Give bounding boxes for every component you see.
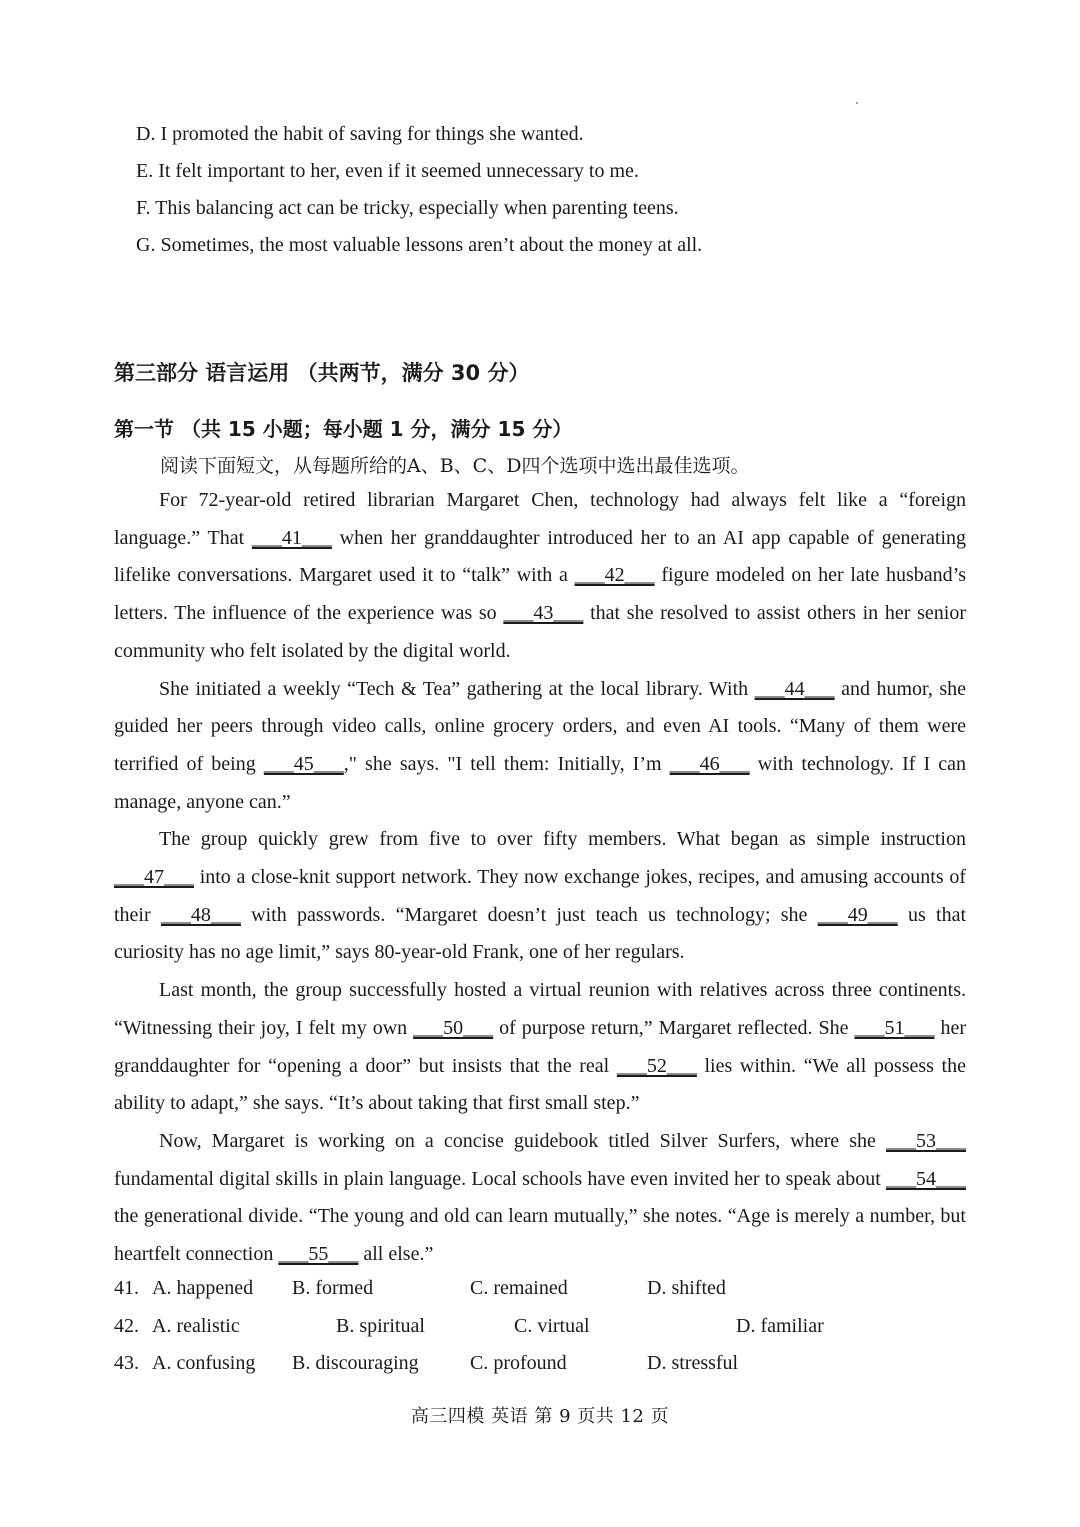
choice-c: C. remained bbox=[470, 1277, 568, 1299]
blank-49: ___49___ bbox=[817, 903, 898, 926]
passage-text: figure modeled on her late husband’s letters. The influence of the experience was so bbox=[114, 564, 966, 625]
passage-text: her granddaughter for “opening a door” but insists that the real bbox=[114, 1016, 966, 1077]
paragraph-5 bbox=[114, 1123, 966, 1274]
blank-52: ___52___ bbox=[616, 1054, 697, 1077]
question-options bbox=[114, 1270, 974, 1383]
passage-text: all else.” bbox=[358, 1243, 434, 1266]
passage-text: with technology. If I can manage, anyone can.” bbox=[114, 752, 966, 813]
choice-d: D. stressful bbox=[647, 1352, 739, 1375]
instruction: 阅读下面短文，从每题所给的A、B、C、D四个选项中选出最佳选项。 bbox=[160, 455, 750, 477]
blank-51: ___51___ bbox=[854, 1016, 935, 1039]
passage-text: Now, Margaret is working on a concise guidebook titled Silver Surfers, where she bbox=[159, 1129, 886, 1152]
section-title: 第一节 （共 15 小题；每小题 1 分，满分 15 分） bbox=[114, 417, 573, 441]
option-g: G. Sometimes, the most valuable lessons aren’t about the money at all. bbox=[136, 234, 703, 256]
choice-c: C. profound bbox=[470, 1352, 567, 1375]
blank-41: ___41___ bbox=[251, 526, 332, 549]
passage-text: us that curiosity has no age limit,” says 80-year-old Frank, one of her regulars. bbox=[114, 903, 966, 964]
option-f: F. This balancing act can be tricky, especially when parenting teens. bbox=[136, 197, 679, 219]
choice-d: D. shifted bbox=[647, 1277, 726, 1299]
choice-c: C. virtual bbox=[514, 1314, 590, 1337]
passage-text: with passwords. “Margaret doesn’t just teach us technology; she bbox=[240, 903, 818, 926]
choice-b: B. formed bbox=[292, 1277, 374, 1299]
blank-42: ___42___ bbox=[574, 564, 655, 587]
choice-a: A. realistic bbox=[152, 1314, 240, 1337]
paragraph-1 bbox=[114, 482, 966, 671]
question-number: 43. bbox=[114, 1352, 139, 1375]
passage-text: and humor, she guided her peers through video calls, online grocery orders, and even AI tools. “Many of them were terrified of being bbox=[114, 677, 967, 775]
blank-54: ___54___ bbox=[886, 1167, 966, 1190]
passage-text: that she resolved to assist others in her senior community who felt isolated by the digital world. bbox=[114, 602, 966, 662]
blank-50: ___50___ bbox=[413, 1016, 494, 1039]
passage-text: lies within. “We all possess the ability to adapt,” she says. “It’s about taking that first small step.” bbox=[114, 1054, 966, 1115]
passage-text: into a close-knit support network. They now exchange jokes, recipes, and amusing accounts of their bbox=[114, 866, 966, 926]
option-e: E. It felt important to her, even if it seemed unnecessary to me. bbox=[136, 160, 639, 182]
blank-55: ___55___ bbox=[278, 1243, 359, 1266]
choice-a: A. happened bbox=[152, 1277, 254, 1299]
passage-text: when her granddaughter introduced her to an AI app capable of generating lifelike conversations. Margaret used it to “talk” with a bbox=[114, 526, 967, 587]
passage-text: She initiated a weekly “Tech & Tea” gathering at the local library. With bbox=[159, 677, 755, 700]
choice-d: D. familiar bbox=[736, 1314, 824, 1337]
passage-text: fundamental digital skills in plain language. Local schools have even invited her to speak about bbox=[114, 1167, 886, 1190]
cloze-passage bbox=[114, 482, 966, 1274]
passage-text: For 72-year-old retired librarian Margaret Chen, technology had always felt like a “foreign language.” That bbox=[114, 489, 966, 549]
blank-44: ___44___ bbox=[754, 677, 835, 700]
passage-text: Last month, the group successfully hosted a virtual reunion with relatives across three continents. “Witnessing their joy, I felt my own bbox=[114, 979, 966, 1039]
choice-b: B. spiritual bbox=[336, 1314, 425, 1337]
passage-text: of purpose return,” Margaret reflected. She bbox=[493, 1016, 855, 1039]
question-42 bbox=[114, 1308, 974, 1346]
part-title: 第三部分 语言运用 （共两节，满分 30 分） bbox=[114, 361, 530, 385]
question-number: 42. bbox=[114, 1314, 139, 1337]
passage-text: ," she says. "I tell them: Initially, I’m bbox=[343, 752, 670, 775]
blank-45: ___45___ bbox=[263, 752, 344, 775]
scan-speck bbox=[856, 102, 858, 104]
blank-48: ___48___ bbox=[160, 903, 241, 926]
paragraph-3 bbox=[114, 821, 966, 972]
choice-b: B. discouraging bbox=[292, 1352, 419, 1375]
passage-text: the generational divide. “The young and old can learn mutually,” she notes. “Age is merely a number, but heartfelt connection bbox=[114, 1205, 966, 1266]
blank-53: ___53___ bbox=[886, 1129, 966, 1152]
question-41 bbox=[114, 1270, 974, 1308]
blank-46: ___46___ bbox=[669, 752, 750, 775]
question-number: 41. bbox=[114, 1277, 139, 1299]
page-footer: 高三四模 英语 第 9 页共 12 页 bbox=[410, 1406, 670, 1427]
previous-section-options bbox=[136, 116, 996, 264]
question-43 bbox=[114, 1345, 974, 1383]
blank-43: ___43___ bbox=[503, 602, 584, 625]
choice-a: A. confusing bbox=[152, 1352, 256, 1375]
option-d: D. I promoted the habit of saving for things she wanted. bbox=[136, 123, 584, 145]
paragraph-2 bbox=[114, 671, 966, 822]
paragraph-4 bbox=[114, 972, 966, 1123]
passage-text: The group quickly grew from five to over fifty members. What began as simple instruction bbox=[159, 828, 966, 851]
blank-47: ___47___ bbox=[114, 866, 194, 889]
